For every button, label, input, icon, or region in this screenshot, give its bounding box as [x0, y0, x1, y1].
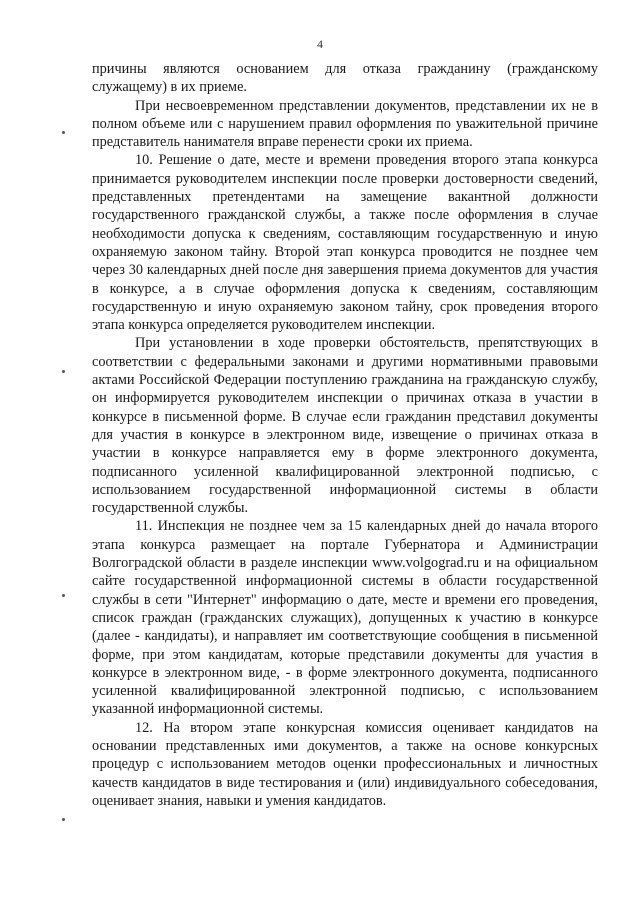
- paragraph-late-submission: При несвоевременном представлении документов, представлении их не в полном объеме или с нарушением правил оформления по уважительной причине представитель нанимателя вправе перенести сроки их приема.: [92, 97, 598, 151]
- margin-dot: [62, 131, 65, 134]
- paragraph-item-10: 10. Решение о дате, месте и времени проведения второго этапа конкурса принимается руководителем инспекции после проверки достоверности сведений, представленных претендентами на замещение вакантной должности государственного гражданской службы, а также после оформления в случае необходимости допуска к сведениям, составляющим государственную и иную охраняемую законом тайну. Второй этап конкурса проводится не позднее чем через 30 календарных дней после дня завершения приема документов для участия в конкурсе, а в случае оформления допуска к сведениям, составляющим государственную и иную охраняемую законом тайну, срок проведения второго этапа конкурса определяется руководителем инспекции.: [92, 152, 598, 334]
- page-number: 4: [317, 37, 323, 51]
- paragraph-continuation: причины являются основанием для отказа гражданину (гражданскому служащему) в их приеме.: [92, 61, 598, 96]
- margin-dot: [62, 594, 65, 597]
- document-body: [92, 60, 598, 810]
- margin-dot: [62, 818, 65, 821]
- paragraph-item-11: 11. Инспекция не позднее чем за 15 календарных дней до начала второго этапа конкурса размещает на портале Губернатора и Администрации Волгоградской области в разделе инспекции www.volgograd.ru и на официальном сайте государственной информационной системы в области государственной службы в сети "Интернет" информацию о дате, месте и времени его проведения, список граждан (гражданских служащих), допущенных к участию в конкурсе (далее - кандидаты), и направляет им соответствующие сообщения в письменной форме, при этом кандидатам, которые представили документы для участия в конкурсе в электронном виде, - в форме электронного документа, подписанного усиленной квалифицированной электронной подписью, с использованием указанной информационной системы.: [92, 518, 598, 718]
- paragraph-refusal-notice: При установлении в ходе проверки обстоятельств, препятствующих в соответствии с федеральными законами и другими нормативными правовыми актами Российской Федерации поступлению гражданина на гражданскую службу, он информируется руководителем инспекции о причинах отказа в участии в конкурсе в письменной форме. В случае если гражданин представил документы для участия в конкурсе в электронном виде, извещение о причинах отказа в участии в конкурсе направляется ему в форме электронного документа, подписанного усиленной квалифицированной электронной подписью, с использованием государственной информационной системы в области государственной службы.: [92, 335, 598, 517]
- margin-dot: [62, 370, 65, 373]
- paragraph-item-12: 12. На втором этапе конкурсная комиссия оценивает кандидатов на основании представленных ими документов, а также на основе конкурсных процедур с использованием методов оценки профессиональных и личностных качеств кандидатов в виде тестирования и (или) индивидуального собеседования, оценивает знания, навыки и умения кандидатов.: [92, 719, 598, 809]
